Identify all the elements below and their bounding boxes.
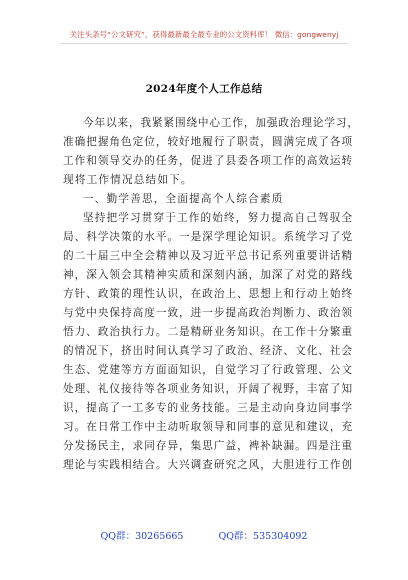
- document-body: [63, 114, 359, 475]
- paragraph-line: 方针、政策的理性认识，在政治上、思想上和行动上始终: [63, 288, 353, 300]
- document-title: 2024年度个人工作总结: [145, 83, 263, 95]
- paragraph-line: 的情况下，挤出时间认真学习了政治、经济、文化、社会: [63, 345, 353, 357]
- paragraph-line: 局、科学决策的水平。一是深学理论知识。系统学习了党: [63, 231, 353, 243]
- paragraph-line: 今年以来，我紧紧围绕中心工作，加强政治理论学习，: [83, 117, 359, 129]
- paragraph-line: 习。在日常工作中主动听取领导和同事的意见和建议，充: [63, 421, 353, 433]
- paragraph-line: 理论与实践相结合。大兴调查研究之风，大胆进行工作创: [63, 459, 353, 471]
- paragraph-line: 神，深入领会其精神实质和深刻内涵，加深了对党的路线: [63, 269, 353, 281]
- paragraph-line: 生态、党建等方方面面知识，自觉学习了行政管理、公文: [63, 364, 353, 376]
- paragraph-line: 坚持把学习贯穿于工作的始终，努力提高自己驾驭全: [83, 212, 353, 224]
- paragraph-line: 处理、礼仪接待等各项业务知识，开阔了视野，丰富了知: [63, 383, 353, 395]
- header-divider: [60, 43, 348, 44]
- footer-qq-group-2: QQ群：535304092: [218, 531, 308, 542]
- section-heading: 一、勤学善思，全面提高个人综合素质: [83, 193, 284, 205]
- paragraph-line: 识，提高了一工多专的业务技能。三是主动向身边同事学: [63, 402, 353, 414]
- header-promo-note: 关注头条号“公文研究”，获得最新最全最专业的公文资料库！ 微信：gongwenyj: [69, 30, 339, 39]
- paragraph-line: 现将工作情况总结如下。: [63, 174, 193, 186]
- footer-contact: [0, 528, 408, 542]
- paragraph-line: 准确把握角色定位，较好地履行了职责，圆满完成了各项: [63, 136, 353, 148]
- paragraph-line: 分发扬民主，求同存异，集思广益，裨补缺漏。四是注重: [63, 440, 353, 452]
- paragraph-line: 的二十届三中全会精神以及习近平总书记系列重要讲话精: [63, 250, 353, 262]
- footer-qq-group-1: QQ群：30265665: [100, 531, 184, 542]
- paragraph-line: 与党中央保持高度一致，进一步提高政治判断力、政治领: [63, 307, 353, 319]
- paragraph-line: 工作和领导交办的任务，促进了县委各项工作的高效运转: [63, 155, 353, 167]
- paragraph-line: 悟力、政治执行力。二是精研业务知识。在工作十分繁重: [63, 326, 353, 338]
